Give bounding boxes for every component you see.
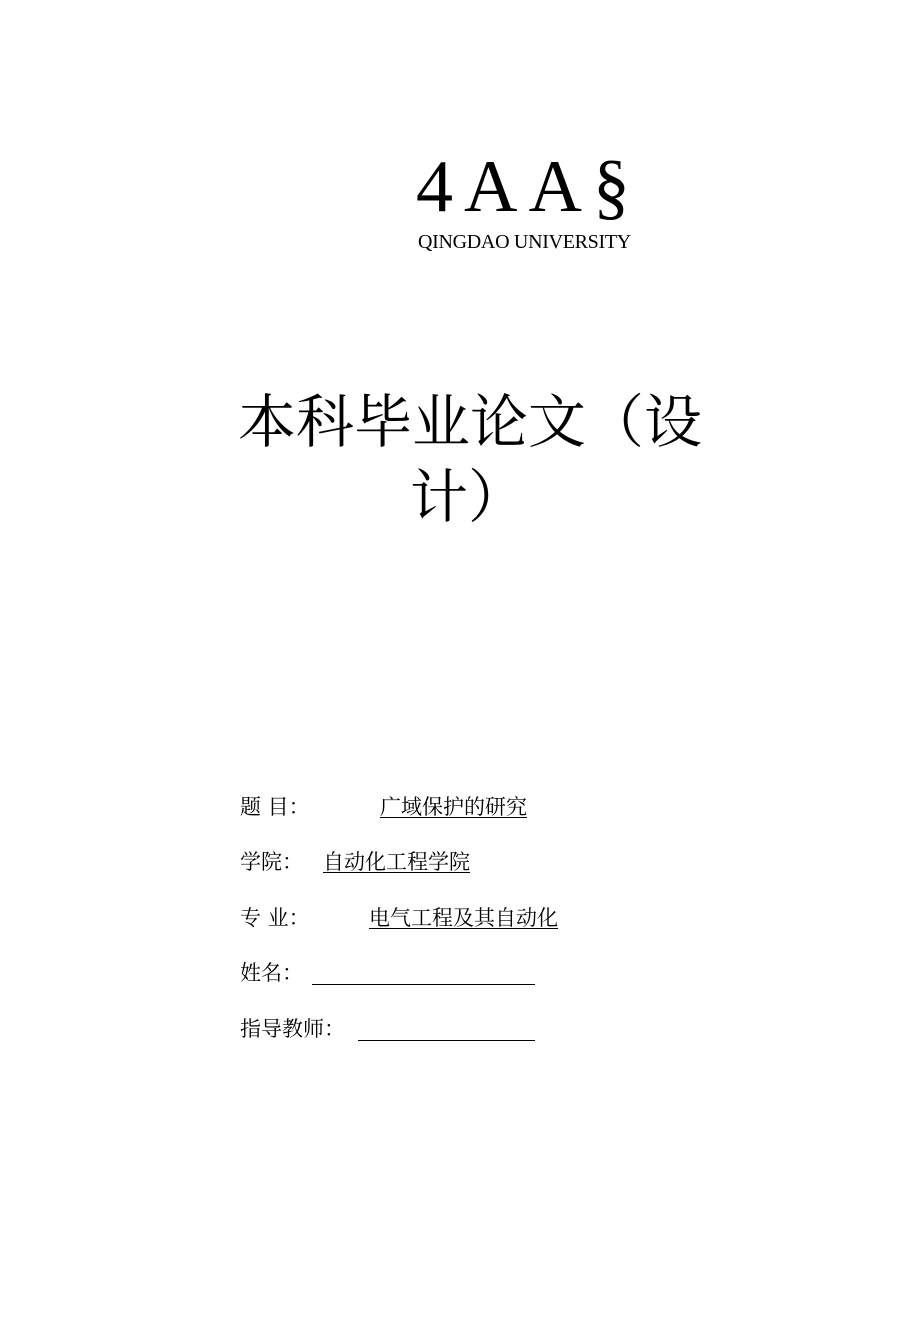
university-logo-mark: 4AA§ (416, 146, 641, 228)
college-value: 自动化工程学院 (323, 850, 470, 874)
advisor-blank-line (358, 1040, 535, 1041)
advisor-field (240, 1016, 345, 1042)
college-label: 学院： (240, 850, 303, 874)
major-value: 电气工程及其自动化 (369, 906, 558, 930)
thesis-title-line1: 本科毕业论文（设 (238, 388, 703, 456)
topic-label: 题 目： (240, 795, 310, 819)
university-name: QINGDAO UNIVERSITY (418, 231, 631, 253)
topic-field (240, 794, 527, 820)
major-label: 专 业： (240, 906, 310, 930)
name-blank-line (312, 984, 535, 985)
advisor-label: 指导教师： (240, 1017, 345, 1041)
topic-value: 广域保护的研究 (380, 795, 527, 819)
thesis-title-line2: 计） (410, 463, 527, 531)
name-field (240, 960, 303, 986)
college-field (240, 849, 470, 875)
major-field (240, 905, 558, 931)
name-label: 姓名： (240, 961, 303, 985)
